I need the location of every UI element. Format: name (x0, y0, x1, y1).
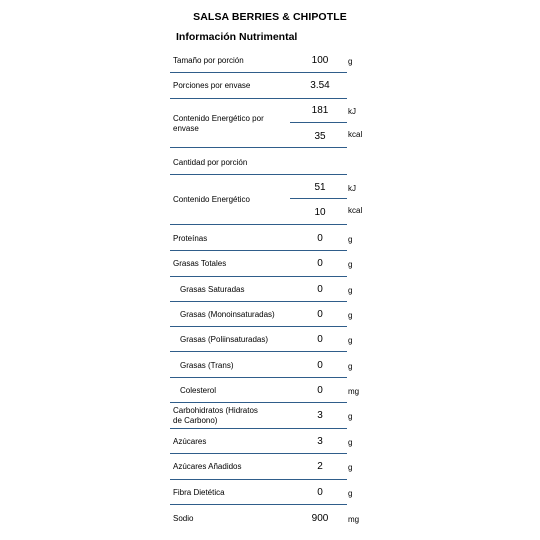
row-value-servings-per-container: 3.54 (310, 80, 330, 91)
row-label-saturated-fat: Grasas Saturadas (180, 285, 245, 294)
row-value-energy-kcal-container: 35 (314, 131, 326, 142)
row-value-trans-fat: 0 (317, 360, 323, 371)
section-label-per-serving: Cantidad por porción (173, 158, 248, 167)
row-label-servings-per-container: Porciones por envase (173, 81, 251, 90)
row-divider (170, 402, 347, 403)
row-divider (170, 453, 347, 454)
row-divider (170, 98, 347, 99)
row-unit-kcal-container: kcal (348, 130, 363, 139)
row-label-polyunsaturated-fat: Grasas (Poliinsaturadas) (180, 335, 269, 344)
nutrition-heading: Información Nutrimental (176, 31, 298, 43)
row-value-added-sugars: 2 (317, 461, 323, 472)
row-label-protein: Proteínas (173, 234, 208, 243)
row-label-monounsaturated-fat: Grasas (Monoinsaturadas) (180, 310, 275, 319)
row-unit-kcal: kcal (348, 206, 363, 215)
row-value-polyunsaturated-fat: 0 (317, 334, 323, 345)
row-label-carbohydrates: Carbohidratos (Hidratos de Carbono) (173, 406, 258, 425)
row-divider (170, 326, 347, 327)
row-label-sodium: Sodio (173, 514, 194, 523)
row-divider (170, 301, 347, 302)
row-value-sodium: 900 (311, 513, 329, 524)
row-value-total-fat: 0 (317, 258, 323, 269)
row-unit-serving-size: g (348, 57, 353, 66)
row-value-serving-size: 100 (311, 55, 329, 66)
row-divider (170, 479, 347, 480)
row-label-serving-size: Tamaño por porción (173, 56, 244, 65)
row-unit-kj: kJ (348, 184, 356, 193)
row-unit-sugars: g (348, 438, 353, 447)
row-divider (170, 428, 347, 429)
row-divider (170, 147, 347, 148)
row-unit-polyunsaturated-fat: g (348, 336, 353, 345)
row-value-saturated-fat: 0 (317, 284, 323, 295)
row-unit-kj-container: kJ (348, 107, 356, 116)
row-label-energy: Contenido Energético (173, 195, 250, 204)
row-value-carbohydrates: 3 (317, 410, 323, 421)
row-divider (170, 224, 347, 225)
row-divider (170, 351, 347, 352)
row-unit-trans-fat: g (348, 362, 353, 371)
row-divider (170, 250, 347, 251)
row-value-monounsaturated-fat: 0 (317, 309, 323, 320)
row-value-energy-kj: 51 (314, 182, 326, 193)
row-value-fiber: 0 (317, 487, 323, 498)
row-value-sugars: 3 (317, 436, 323, 447)
row-label-cholesterol: Colesterol (180, 386, 217, 395)
row-unit-monounsaturated-fat: g (348, 311, 353, 320)
row-value-protein: 0 (317, 233, 323, 244)
row-label-trans-fat: Grasas (Trans) (180, 361, 234, 370)
row-label-energy-per-container: Contenido Energético por envase (173, 114, 264, 133)
row-value-cholesterol: 0 (317, 385, 323, 396)
row-unit-cholesterol: mg (348, 387, 360, 396)
row-label-total-fat: Grasas Totales (173, 259, 227, 268)
row-divider (170, 72, 347, 73)
row-value-energy-kj-container: 181 (311, 105, 329, 116)
row-subdivider (290, 122, 347, 123)
row-label-added-sugars: Azúcares Añadidos (173, 462, 242, 471)
row-value-energy-kcal: 10 (314, 207, 326, 218)
row-divider (170, 174, 347, 175)
row-unit-total-fat: g (348, 260, 353, 269)
row-unit-protein: g (348, 235, 353, 244)
row-unit-added-sugars: g (348, 463, 353, 472)
row-unit-saturated-fat: g (348, 286, 353, 295)
row-unit-fiber: g (348, 489, 353, 498)
row-unit-sodium: mg (348, 515, 360, 524)
row-divider (170, 377, 347, 378)
row-divider (170, 504, 347, 505)
row-divider (170, 276, 347, 277)
row-label-fiber: Fibra Dietética (173, 488, 225, 497)
row-subdivider (290, 198, 347, 199)
label-title: SALSA BERRIES & CHIPOTLE (193, 11, 347, 23)
row-unit-carbohydrates: g (348, 412, 353, 421)
row-label-sugars: Azúcares (173, 437, 207, 446)
